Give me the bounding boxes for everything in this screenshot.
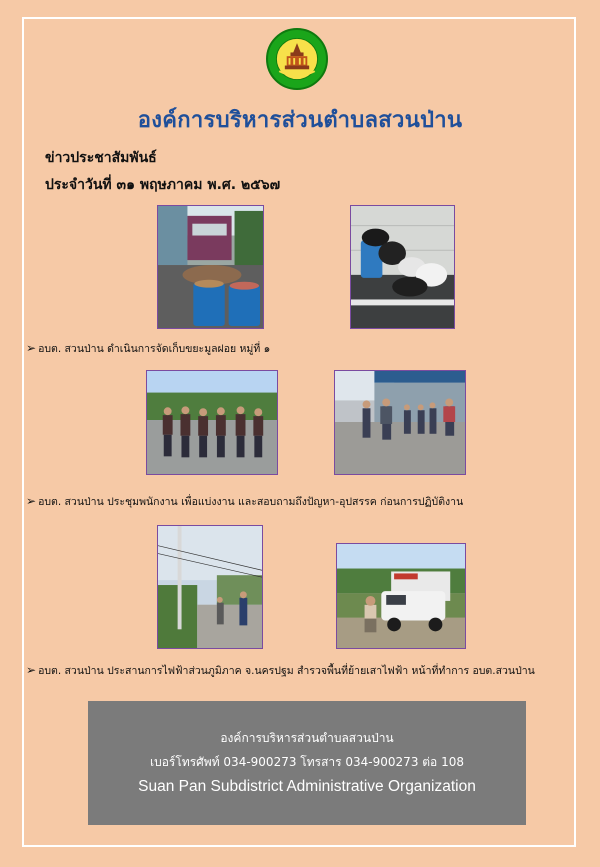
photo-staff-briefing — [334, 370, 466, 475]
footer-contact-numbers: เบอร์โทรศัพท์ 034-900273 โทรสาร 034-900273 ต่อ 108 — [150, 755, 464, 769]
org-title: องค์การบริหารส่วนตำบลสวนป่าน — [137, 108, 463, 133]
subdistrict-seal-logo — [266, 28, 328, 90]
news-item-caption: อบต. สวนป่าน ประชุมพนักงาน เพื่อแบ่งงาน และสอบถามถึงปัญหา-อุปสรรค ก่อนการปฏิบัติงาน — [38, 496, 464, 508]
news-item-caption: อบต. สวนป่าน ดำเนินการจัดเก็บขยะมูลฝอย หมู่ที่ ๑ — [38, 343, 271, 355]
news-item-caption: อบต. สวนป่าน ประสานการไฟฟ้าส่วนภูมิภาค จ.นครปฐม สำรวจพื้นที่ย้ายเสาไฟฟ้า หน้าที่ทำการ อบต.สวนป่าน — [38, 665, 535, 677]
news-date: ประจำวันที่ ๓๑ พฤษภาคม พ.ศ. ๒๕๖๗ — [45, 177, 281, 193]
arrow-bullet-icon: ➢ — [26, 663, 37, 677]
arrow-bullet-icon: ➢ — [26, 341, 37, 355]
news-subtitle: ข่าวประชาสัมพันธ์ — [45, 150, 157, 166]
photo-garbage-truck — [157, 205, 264, 329]
photo-pickup-truck — [336, 543, 466, 649]
news-item-1 — [26, 340, 270, 357]
footer-org-name-th: องค์การบริหารส่วนตำบลสวนป่าน — [220, 731, 394, 745]
news-item-3 — [26, 662, 535, 679]
photo-power-pole — [157, 525, 263, 649]
news-item-2 — [26, 493, 463, 510]
footer-org-name-en: Suan Pan Subdistrict Administrative Organization — [138, 778, 476, 795]
photo-garbage-bags — [350, 205, 455, 329]
photo-staff-meeting — [146, 370, 278, 475]
arrow-bullet-icon: ➢ — [26, 494, 37, 508]
footer-contact-box — [88, 701, 526, 825]
